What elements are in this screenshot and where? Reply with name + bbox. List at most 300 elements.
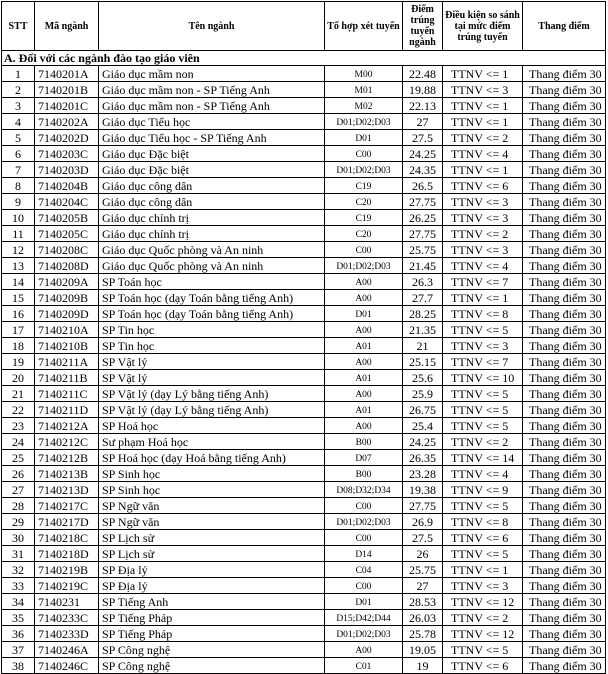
- row-name: SP Lịch sử: [99, 530, 325, 546]
- row-scale: Thang điểm 30: [523, 498, 606, 514]
- row-scale: Thang điểm 30: [523, 66, 606, 82]
- table-row: [2, 290, 606, 306]
- row-name: Giáo dục chính trị: [99, 210, 325, 226]
- row-code: 7140211B: [35, 370, 99, 386]
- row-code: 7140211A: [35, 354, 99, 370]
- table-row: [2, 642, 606, 658]
- row-name: SP Tin học: [99, 322, 325, 338]
- row-scale: Thang điểm 30: [523, 210, 606, 226]
- row-combo: B00: [325, 466, 403, 482]
- row-scale: Thang điểm 30: [523, 178, 606, 194]
- row-stt: 37: [2, 642, 35, 658]
- row-score: 26.35: [403, 450, 443, 466]
- row-stt: 22: [2, 402, 35, 418]
- row-name: Giáo dục Tiểu học: [99, 114, 325, 130]
- row-stt: 20: [2, 370, 35, 386]
- row-name: SP Tiếng Anh: [99, 594, 325, 610]
- table-row: [2, 114, 606, 130]
- table-row: [2, 162, 606, 178]
- row-scale: Thang điểm 30: [523, 354, 606, 370]
- row-score: 21.35: [403, 322, 443, 338]
- row-name: Giáo dục mầm non - SP Tiếng Anh: [99, 82, 325, 98]
- row-scale: Thang điểm 30: [523, 162, 606, 178]
- row-stt: 29: [2, 514, 35, 530]
- row-condition: TTNV <= 1: [443, 562, 523, 578]
- row-score: 22.13: [403, 98, 443, 114]
- table-row: [2, 482, 606, 498]
- row-stt: 33: [2, 578, 35, 594]
- table-row: [2, 594, 606, 610]
- row-name: SP Toán học (dạy Toán bằng tiếng Anh): [99, 306, 325, 322]
- table-row: [2, 98, 606, 114]
- row-combo: A01: [325, 338, 403, 354]
- row-score: 25.75: [403, 242, 443, 258]
- table-row: [2, 562, 606, 578]
- row-score: 27.5: [403, 130, 443, 146]
- row-scale: Thang điểm 30: [523, 274, 606, 290]
- row-condition: TTNV <= 2: [443, 434, 523, 450]
- row-score: 24.35: [403, 162, 443, 178]
- row-name: SP Toán học (dạy Toán bằng tiếng Anh): [99, 290, 325, 306]
- row-name: Giáo dục Đặc biệt: [99, 162, 325, 178]
- row-score: 19.05: [403, 642, 443, 658]
- row-code: 7140233C: [35, 610, 99, 626]
- row-condition: TTNV <= 5: [443, 386, 523, 402]
- row-stt: 10: [2, 210, 35, 226]
- row-condition: TTNV <= 10: [443, 370, 523, 386]
- row-combo: D01;D02;D03: [325, 114, 403, 130]
- row-combo: D01;D02;D03: [325, 258, 403, 274]
- row-condition: TTNV <= 8: [443, 306, 523, 322]
- row-scale: Thang điểm 30: [523, 466, 606, 482]
- row-score: 26: [403, 546, 443, 562]
- row-score: 23.28: [403, 466, 443, 482]
- row-stt: 3: [2, 98, 35, 114]
- row-scale: Thang điểm 30: [523, 146, 606, 162]
- table-row: [2, 370, 606, 386]
- row-scale: Thang điểm 30: [523, 402, 606, 418]
- row-name: SP Công nghệ: [99, 642, 325, 658]
- row-stt: 21: [2, 386, 35, 402]
- row-combo: C00: [325, 498, 403, 514]
- row-scale: Thang điểm 30: [523, 258, 606, 274]
- row-scale: Thang điểm 30: [523, 642, 606, 658]
- row-stt: 23: [2, 418, 35, 434]
- row-code: 7140211C: [35, 386, 99, 402]
- row-stt: 34: [2, 594, 35, 610]
- row-name: SP Vật lý: [99, 370, 325, 386]
- row-stt: 32: [2, 562, 35, 578]
- row-stt: 17: [2, 322, 35, 338]
- row-condition: TTNV <= 6: [443, 658, 523, 674]
- row-combo: D01;D02;D03: [325, 162, 403, 178]
- row-stt: 35: [2, 610, 35, 626]
- row-name: Giáo dục Tiểu học - SP Tiếng Anh: [99, 130, 325, 146]
- row-scale: Thang điểm 30: [523, 418, 606, 434]
- row-stt: 7: [2, 162, 35, 178]
- row-condition: TTNV <= 1: [443, 66, 523, 82]
- row-code: 7140212C: [35, 434, 99, 450]
- table-row: [2, 466, 606, 482]
- row-condition: TTNV <= 2: [443, 130, 523, 146]
- table-row: [2, 338, 606, 354]
- row-condition: TTNV <= 5: [443, 642, 523, 658]
- table-row: [2, 530, 606, 546]
- row-scale: Thang điểm 30: [523, 530, 606, 546]
- row-code: 7140246C: [35, 658, 99, 674]
- row-score: 22.48: [403, 66, 443, 82]
- table-row: [2, 610, 606, 626]
- row-combo: C00: [325, 578, 403, 594]
- table-row: [2, 386, 606, 402]
- row-code: 7140212A: [35, 418, 99, 434]
- row-scale: Thang điểm 30: [523, 322, 606, 338]
- row-code: 7140212B: [35, 450, 99, 466]
- row-combo: D08;D32;D34: [325, 482, 403, 498]
- row-combo: C04: [325, 562, 403, 578]
- row-condition: TTNV <= 6: [443, 178, 523, 194]
- row-combo: A00: [325, 290, 403, 306]
- row-score: 27.5: [403, 530, 443, 546]
- row-score: 25.75: [403, 562, 443, 578]
- row-name: SP Hoá học (dạy Hoá bằng tiếng Anh): [99, 450, 325, 466]
- row-condition: TTNV <= 1: [443, 114, 523, 130]
- table-row: [2, 130, 606, 146]
- row-name: SP Tiếng Pháp: [99, 626, 325, 642]
- row-scale: Thang điểm 30: [523, 98, 606, 114]
- row-stt: 36: [2, 626, 35, 642]
- row-scale: Thang điểm 30: [523, 658, 606, 674]
- row-name: SP Sinh học: [99, 466, 325, 482]
- row-combo: D01: [325, 594, 403, 610]
- row-stt: 24: [2, 434, 35, 450]
- table-row: [2, 210, 606, 226]
- row-condition: TTNV <= 9: [443, 482, 523, 498]
- row-combo: B00: [325, 434, 403, 450]
- row-scale: Thang điểm 30: [523, 114, 606, 130]
- row-name: Sư phạm Hoá học: [99, 434, 325, 450]
- row-combo: A00: [325, 418, 403, 434]
- row-stt: 28: [2, 498, 35, 514]
- row-code: 7140208D: [35, 258, 99, 274]
- row-name: Giáo dục công dân: [99, 194, 325, 210]
- row-scale: Thang điểm 30: [523, 594, 606, 610]
- row-code: 7140203C: [35, 146, 99, 162]
- row-stt: 11: [2, 226, 35, 242]
- row-combo: D01: [325, 306, 403, 322]
- row-code: 7140219C: [35, 578, 99, 594]
- row-scale: Thang điểm 30: [523, 338, 606, 354]
- row-condition: TTNV <= 3: [443, 210, 523, 226]
- row-stt: 2: [2, 82, 35, 98]
- row-code: 7140201B: [35, 82, 99, 98]
- row-score: 27.7: [403, 290, 443, 306]
- row-scale: Thang điểm 30: [523, 290, 606, 306]
- row-score: 25.6: [403, 370, 443, 386]
- row-score: 21: [403, 338, 443, 354]
- section-row: [2, 51, 606, 66]
- row-code: 7140233D: [35, 626, 99, 642]
- row-name: SP Ngữ văn: [99, 498, 325, 514]
- row-stt: 16: [2, 306, 35, 322]
- row-scale: Thang điểm 30: [523, 546, 606, 562]
- row-combo: C00: [325, 530, 403, 546]
- header-condition: Điều kiện so sánh tại mức điểm trúng tuyển: [443, 2, 523, 51]
- header-combo: Tổ hợp xét tuyển: [325, 2, 403, 51]
- row-scale: Thang điểm 30: [523, 242, 606, 258]
- row-scale: Thang điểm 30: [523, 626, 606, 642]
- table-row: [2, 578, 606, 594]
- table-row: [2, 274, 606, 290]
- row-score: 25.4: [403, 418, 443, 434]
- row-name: Giáo dục công dân: [99, 178, 325, 194]
- row-scale: Thang điểm 30: [523, 306, 606, 322]
- row-score: 24.25: [403, 434, 443, 450]
- row-scale: Thang điểm 30: [523, 434, 606, 450]
- row-name: Giáo dục Quốc phòng và An ninh: [99, 258, 325, 274]
- row-code: 7140203D: [35, 162, 99, 178]
- table-row: [2, 498, 606, 514]
- row-score: 26.9: [403, 514, 443, 530]
- row-code: 7140204C: [35, 194, 99, 210]
- row-score: 27: [403, 114, 443, 130]
- row-condition: TTNV <= 3: [443, 242, 523, 258]
- table-row: [2, 354, 606, 370]
- row-scale: Thang điểm 30: [523, 386, 606, 402]
- row-score: 25.78: [403, 626, 443, 642]
- row-score: 27.75: [403, 226, 443, 242]
- row-scale: Thang điểm 30: [523, 450, 606, 466]
- row-code: 7140213B: [35, 466, 99, 482]
- row-condition: TTNV <= 1: [443, 162, 523, 178]
- row-scale: Thang điểm 30: [523, 562, 606, 578]
- row-condition: TTNV <= 5: [443, 322, 523, 338]
- row-condition: TTNV <= 7: [443, 354, 523, 370]
- row-score: 27: [403, 578, 443, 594]
- row-stt: 15: [2, 290, 35, 306]
- row-score: 26.75: [403, 402, 443, 418]
- table-row: [2, 546, 606, 562]
- row-condition: TTNV <= 5: [443, 546, 523, 562]
- row-score: 19: [403, 658, 443, 674]
- table-row: [2, 322, 606, 338]
- table-row: [2, 66, 606, 82]
- row-name: Giáo dục Đặc biệt: [99, 146, 325, 162]
- row-name: SP Vật lý (dạy Lý bằng tiếng Anh): [99, 386, 325, 402]
- row-combo: A00: [325, 354, 403, 370]
- row-stt: 14: [2, 274, 35, 290]
- row-condition: TTNV <= 4: [443, 146, 523, 162]
- row-condition: TTNV <= 7: [443, 274, 523, 290]
- row-score: 19.38: [403, 482, 443, 498]
- row-code: 7140217D: [35, 514, 99, 530]
- row-condition: TTNV <= 5: [443, 498, 523, 514]
- row-score: 19.88: [403, 82, 443, 98]
- row-stt: 6: [2, 146, 35, 162]
- row-condition: TTNV <= 3: [443, 338, 523, 354]
- row-stt: 1: [2, 66, 35, 82]
- row-code: 7140202D: [35, 130, 99, 146]
- row-scale: Thang điểm 30: [523, 514, 606, 530]
- row-condition: TTNV <= 4: [443, 258, 523, 274]
- row-code: 7140211D: [35, 402, 99, 418]
- row-condition: TTNV <= 8: [443, 514, 523, 530]
- row-combo: A01: [325, 402, 403, 418]
- table-row: [2, 242, 606, 258]
- header-name: Tên ngành: [99, 2, 325, 51]
- row-combo: D01;D02;D03: [325, 514, 403, 530]
- row-condition: TTNV <= 14: [443, 450, 523, 466]
- row-code: 7140205C: [35, 226, 99, 242]
- row-combo: C20: [325, 226, 403, 242]
- header-code: Mã ngành: [35, 2, 99, 51]
- row-stt: 26: [2, 466, 35, 482]
- row-code: 7140217C: [35, 498, 99, 514]
- row-condition: TTNV <= 3: [443, 194, 523, 210]
- row-condition: TTNV <= 3: [443, 82, 523, 98]
- row-condition: TTNV <= 6: [443, 530, 523, 546]
- table-row: [2, 194, 606, 210]
- header-score: Điểm trúng tuyển ngành: [403, 2, 443, 51]
- row-score: 21.45: [403, 258, 443, 274]
- table-row: [2, 226, 606, 242]
- row-combo: C19: [325, 210, 403, 226]
- row-stt: 31: [2, 546, 35, 562]
- table-row: [2, 146, 606, 162]
- row-condition: TTNV <= 5: [443, 418, 523, 434]
- row-stt: 4: [2, 114, 35, 130]
- row-scale: Thang điểm 30: [523, 226, 606, 242]
- row-code: 7140218D: [35, 546, 99, 562]
- row-score: 28.53: [403, 594, 443, 610]
- row-code: 7140208C: [35, 242, 99, 258]
- row-stt: 38: [2, 658, 35, 674]
- table-row: [2, 514, 606, 530]
- row-condition: TTNV <= 2: [443, 226, 523, 242]
- row-score: 27.75: [403, 194, 443, 210]
- row-condition: TTNV <= 12: [443, 626, 523, 642]
- row-score: 26.3: [403, 274, 443, 290]
- row-combo: D01;D02;D03: [325, 626, 403, 642]
- row-combo: A00: [325, 322, 403, 338]
- row-combo: A01: [325, 370, 403, 386]
- row-combo: D01: [325, 130, 403, 146]
- row-code: 7140205B: [35, 210, 99, 226]
- row-code: 7140202A: [35, 114, 99, 130]
- section-title: A. Đối với các ngành đào tạo giáo viên: [2, 51, 606, 66]
- row-name: Giáo dục Quốc phòng và An ninh: [99, 242, 325, 258]
- row-code: 7140210A: [35, 322, 99, 338]
- row-score: 25.15: [403, 354, 443, 370]
- row-combo: A00: [325, 274, 403, 290]
- row-condition: TTNV <= 5: [443, 402, 523, 418]
- row-name: SP Toán học: [99, 274, 325, 290]
- row-code: 7140213D: [35, 482, 99, 498]
- row-scale: Thang điểm 30: [523, 578, 606, 594]
- row-score: 24.25: [403, 146, 443, 162]
- row-code: 7140204B: [35, 178, 99, 194]
- row-score: 26.25: [403, 210, 443, 226]
- row-name: SP Sinh học: [99, 482, 325, 498]
- header-scale: Thang điểm: [523, 2, 606, 51]
- row-code: 7140210B: [35, 338, 99, 354]
- row-stt: 25: [2, 450, 35, 466]
- table-row: [2, 434, 606, 450]
- row-scale: Thang điểm 30: [523, 130, 606, 146]
- row-score: 25.9: [403, 386, 443, 402]
- row-code: 7140201A: [35, 66, 99, 82]
- row-name: Giáo dục chính trị: [99, 226, 325, 242]
- row-combo: M01: [325, 82, 403, 98]
- row-code: 7140246A: [35, 642, 99, 658]
- row-stt: 18: [2, 338, 35, 354]
- row-stt: 19: [2, 354, 35, 370]
- row-condition: TTNV <= 1: [443, 290, 523, 306]
- row-stt: 12: [2, 242, 35, 258]
- row-code: 7140201C: [35, 98, 99, 114]
- table-row: [2, 658, 606, 674]
- row-score: 27.75: [403, 498, 443, 514]
- row-score: 26.5: [403, 178, 443, 194]
- row-combo: C00: [325, 146, 403, 162]
- admission-scores-table: [1, 1, 606, 674]
- row-code: 7140218C: [35, 530, 99, 546]
- row-combo: C00: [325, 242, 403, 258]
- header-stt: STT: [2, 2, 35, 51]
- row-name: SP Vật lý (dạy Lý bằng tiếng Anh): [99, 402, 325, 418]
- row-scale: Thang điểm 30: [523, 194, 606, 210]
- table-row: [2, 418, 606, 434]
- row-name: SP Công nghệ: [99, 658, 325, 674]
- row-scale: Thang điểm 30: [523, 82, 606, 98]
- table-row: [2, 626, 606, 642]
- row-name: SP Vật lý: [99, 354, 325, 370]
- row-code: 7140209A: [35, 274, 99, 290]
- row-condition: TTNV <= 3: [443, 578, 523, 594]
- row-combo: M02: [325, 98, 403, 114]
- row-condition: TTNV <= 2: [443, 610, 523, 626]
- row-scale: Thang điểm 30: [523, 370, 606, 386]
- row-scale: Thang điểm 30: [523, 610, 606, 626]
- row-combo: M00: [325, 66, 403, 82]
- row-stt: 9: [2, 194, 35, 210]
- row-condition: TTNV <= 4: [443, 466, 523, 482]
- row-stt: 30: [2, 530, 35, 546]
- row-combo: C20: [325, 194, 403, 210]
- row-scale: Thang điểm 30: [523, 482, 606, 498]
- row-combo: D14: [325, 546, 403, 562]
- row-score: 26.03: [403, 610, 443, 626]
- row-name: SP Địa lý: [99, 562, 325, 578]
- row-name: Giáo dục mầm non: [99, 66, 325, 82]
- row-condition: TTNV <= 1: [443, 98, 523, 114]
- row-code: 7140209B: [35, 290, 99, 306]
- row-stt: 27: [2, 482, 35, 498]
- row-name: SP Tiếng Pháp: [99, 610, 325, 626]
- row-name: SP Lịch sử: [99, 546, 325, 562]
- table-row: [2, 82, 606, 98]
- row-name: SP Địa lý: [99, 578, 325, 594]
- row-name: SP Ngữ văn: [99, 514, 325, 530]
- row-stt: 8: [2, 178, 35, 194]
- row-stt: 13: [2, 258, 35, 274]
- row-combo: C19: [325, 178, 403, 194]
- row-name: Giáo dục mầm non - SP Tiếng Anh: [99, 98, 325, 114]
- row-code: 7140219B: [35, 562, 99, 578]
- header-row: [2, 2, 606, 51]
- row-combo: D15;D42;D44: [325, 610, 403, 626]
- row-code: 7140231: [35, 594, 99, 610]
